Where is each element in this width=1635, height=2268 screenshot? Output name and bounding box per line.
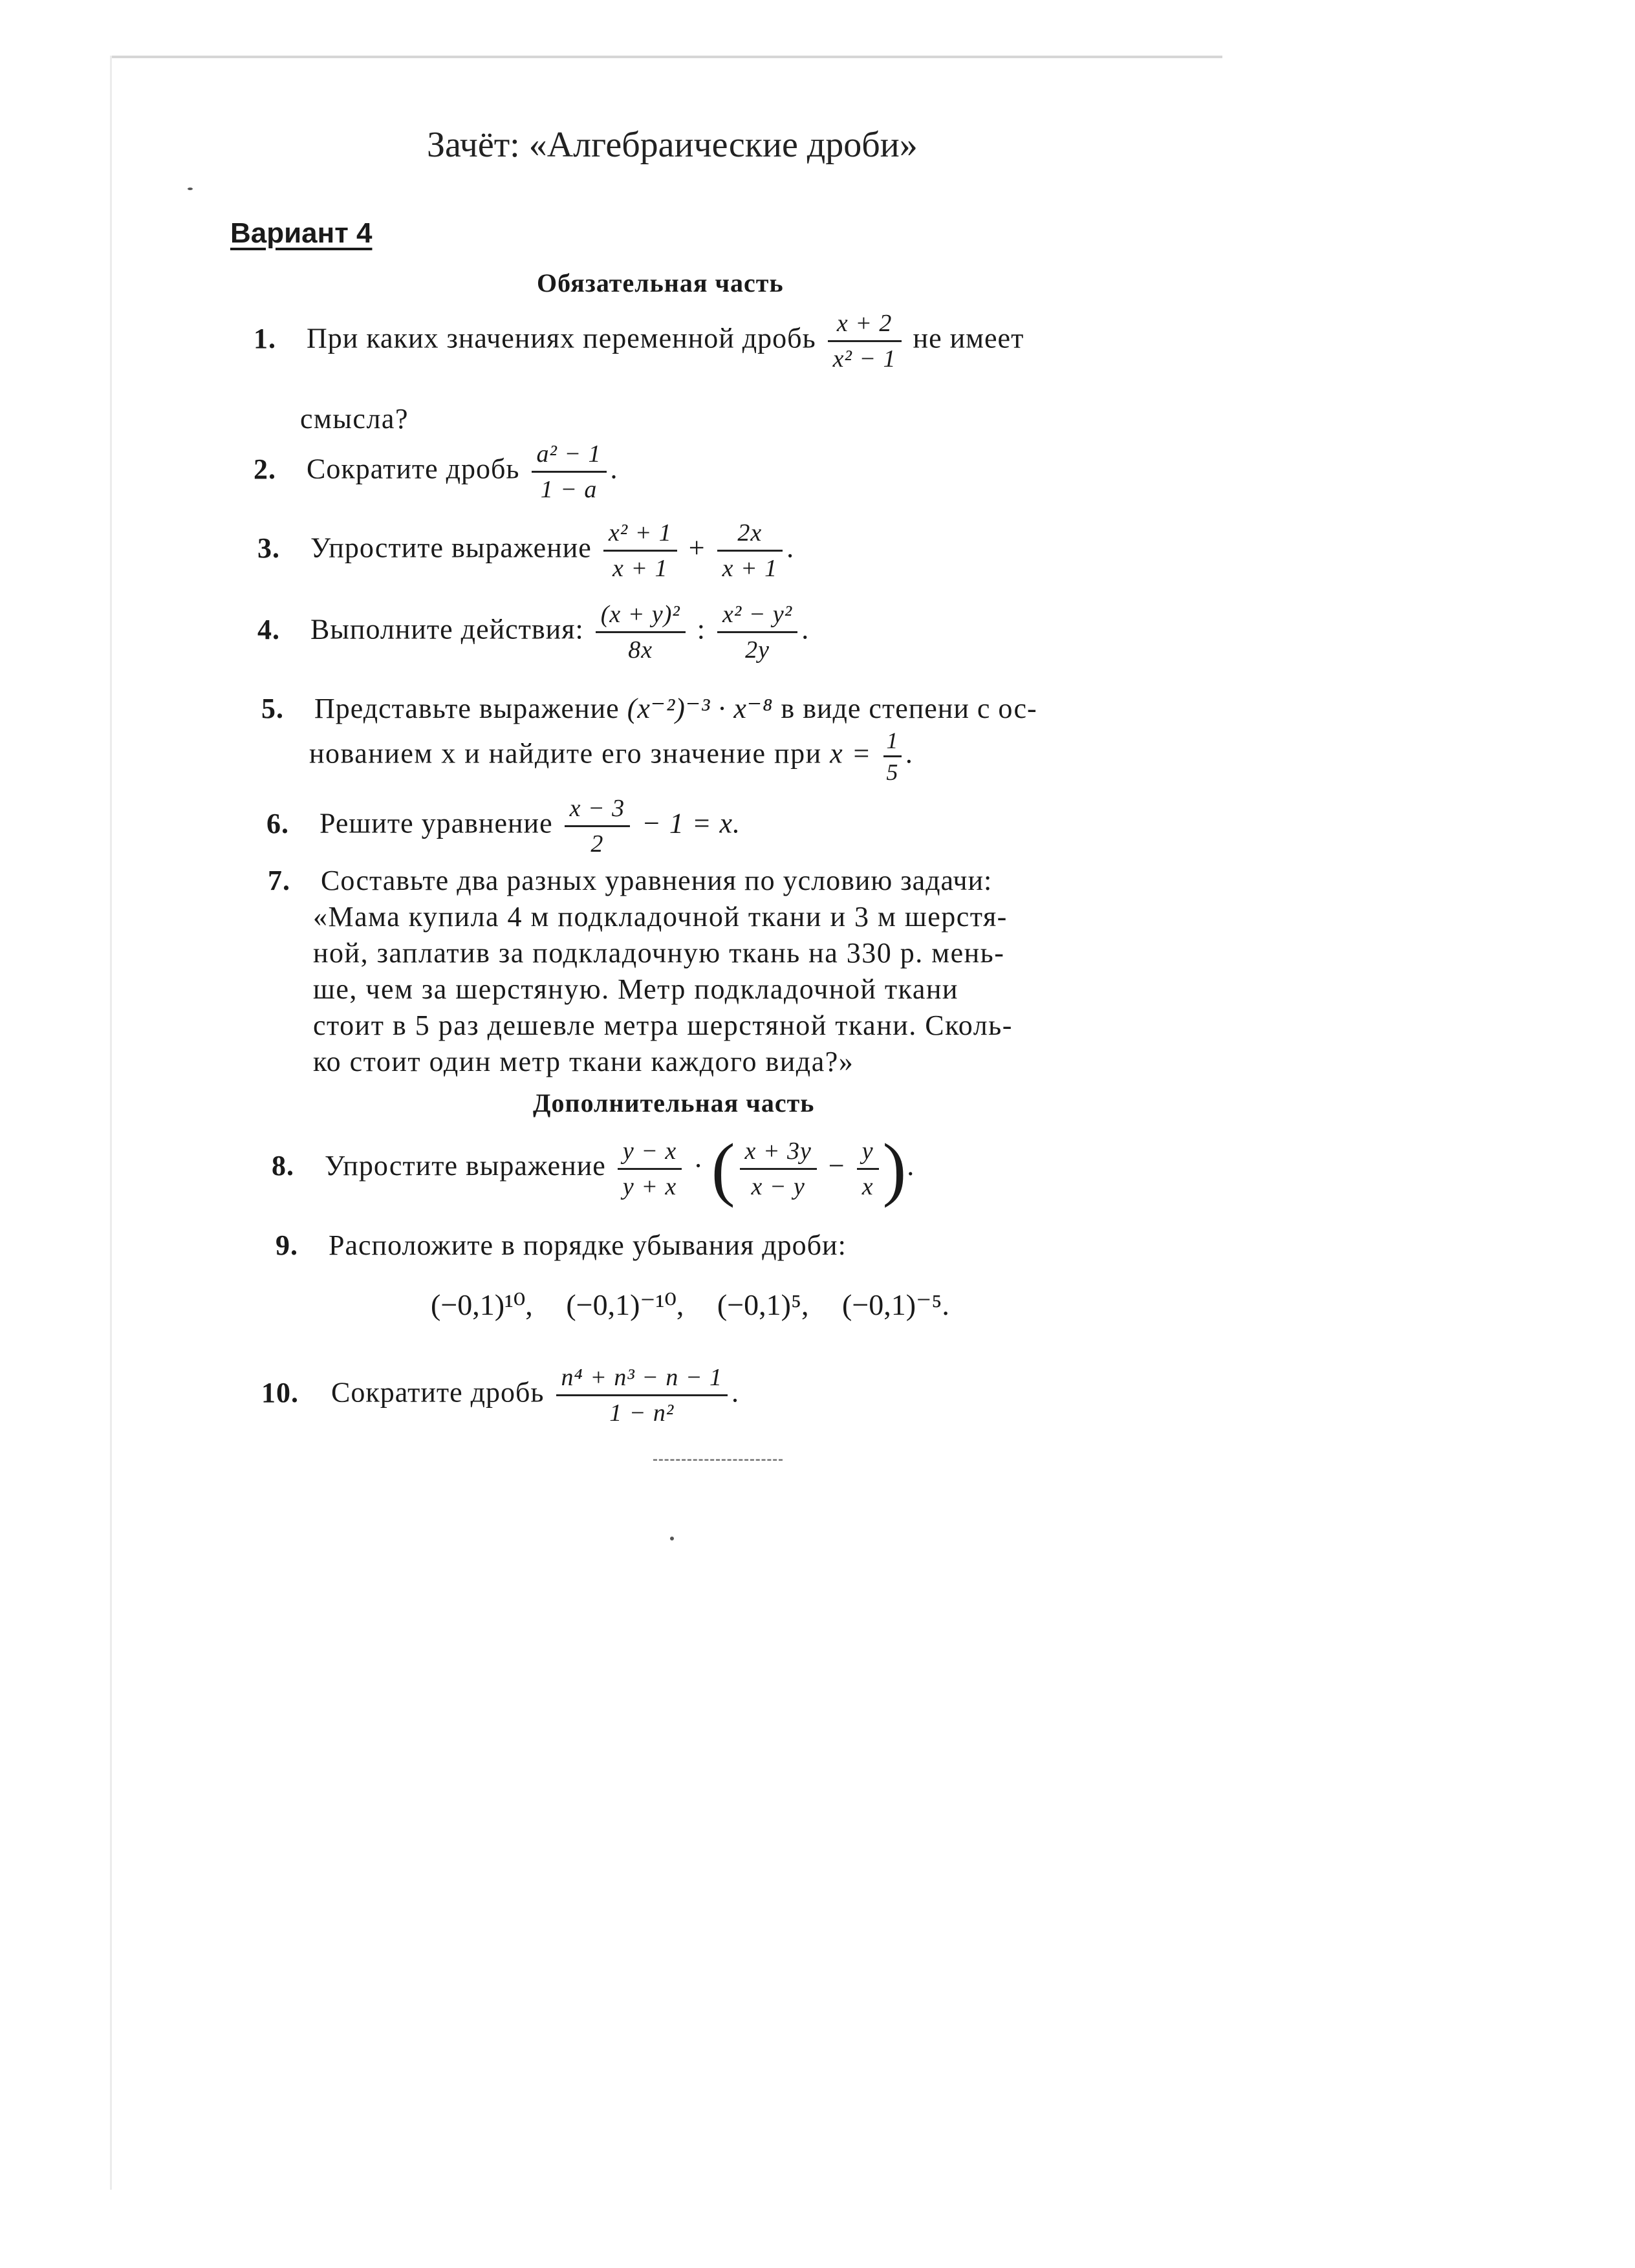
- fraction-denominator: 8x: [628, 636, 653, 664]
- fraction: [740, 1137, 817, 1201]
- task-7-line: «Мама купила 4 м подкладочной ткани и 3 м шерстя-: [313, 901, 1008, 933]
- right-paren: ): [882, 1129, 907, 1208]
- task-text: Представьте выражение: [314, 693, 620, 724]
- punctuation: .: [907, 1150, 915, 1182]
- task-text: не имеет: [913, 322, 1024, 354]
- math-expression: x =: [830, 737, 872, 770]
- operator: −: [828, 1150, 845, 1182]
- task-text: Сократите дробь: [307, 453, 520, 485]
- scan-speck: [188, 188, 193, 190]
- task-number: 6.: [266, 807, 289, 839]
- fraction: [883, 727, 902, 786]
- fraction: [618, 1137, 682, 1201]
- task-number: 7.: [268, 865, 290, 896]
- fraction: [532, 440, 607, 504]
- fraction-numerator: y − x: [618, 1137, 682, 1170]
- fraction: [717, 600, 797, 664]
- task-7: [268, 864, 992, 897]
- task-7-line: ше, чем за шерстяную. Метр подкладочной ткани: [313, 973, 958, 1005]
- power-item: (−0,1)¹⁰,: [431, 1288, 533, 1321]
- punctuation: .: [731, 1376, 740, 1409]
- task-text: Выполните действия:: [310, 613, 584, 645]
- scan-speck: [670, 1537, 674, 1540]
- power-item: (−0,1)⁻⁵.: [842, 1288, 949, 1321]
- math-expression: − 1 = x.: [642, 807, 741, 839]
- punctuation: .: [801, 613, 810, 645]
- fraction: [717, 519, 783, 583]
- operator: :: [697, 613, 706, 645]
- task-9: [276, 1229, 847, 1262]
- fraction-denominator: x + 1: [722, 555, 778, 582]
- fraction: [565, 794, 631, 858]
- fraction-numerator: n⁴ + n³ − n − 1: [556, 1363, 728, 1396]
- fraction-numerator: 2x: [717, 519, 783, 552]
- task-3: [257, 519, 794, 583]
- powers-list: [431, 1287, 975, 1322]
- fraction-numerator: 1: [883, 727, 902, 757]
- page-edge-top: [110, 56, 1222, 58]
- left-paren: (: [711, 1129, 736, 1208]
- task-10: [261, 1363, 739, 1427]
- fraction: [556, 1363, 728, 1427]
- fraction: [603, 519, 677, 583]
- task-number: 3.: [257, 532, 280, 564]
- task-number: 4.: [257, 613, 280, 645]
- fraction-numerator: x + 2: [828, 309, 902, 342]
- math-expression: (x⁻²)⁻³ · x⁻⁸: [627, 693, 774, 724]
- fraction-denominator: 2y: [745, 636, 770, 664]
- task-text: При каких значениях переменной дробь: [307, 322, 816, 354]
- task-7-line: ко стоит один метр ткани каждого вида?»: [313, 1046, 854, 1077]
- punctuation: .: [786, 532, 795, 564]
- task-number: 1.: [254, 322, 276, 354]
- task-text: нованием x и найдите его значение при: [309, 737, 822, 770]
- task-7-line: ной, заплатив за подкладочную ткань на 330 р. мень-: [313, 937, 1005, 969]
- fraction-numerator: a² − 1: [532, 440, 607, 473]
- fraction-numerator: (x + y)²: [596, 600, 686, 633]
- fraction-denominator: 1 − n²: [609, 1399, 675, 1427]
- task-1-continuation: смысла?: [300, 403, 409, 435]
- fraction-denominator: x² − 1: [832, 345, 896, 373]
- task-4: [257, 600, 809, 664]
- fraction-denominator: y + x: [622, 1172, 677, 1200]
- fraction: [857, 1137, 879, 1201]
- task-text: Упростите выражение: [325, 1150, 606, 1182]
- task-2: [254, 440, 618, 504]
- punctuation: .: [905, 737, 914, 770]
- task-text: Составьте два разных уравнения по условию задачи:: [321, 865, 993, 896]
- task-text: Решите уравнение: [319, 807, 553, 839]
- task-1: [254, 309, 1024, 373]
- operator: +: [688, 532, 706, 564]
- fraction-denominator: x: [861, 1172, 874, 1200]
- task-number: 9.: [276, 1229, 298, 1261]
- task-text: Упростите выражение: [310, 532, 592, 564]
- task-number: 10.: [261, 1376, 299, 1409]
- operator: ·: [693, 1150, 704, 1182]
- task-number: 8.: [272, 1150, 294, 1182]
- fraction-numerator: x² − y²: [717, 600, 797, 633]
- fraction-numerator: x + 3y: [740, 1137, 817, 1170]
- fraction-denominator: 2: [590, 830, 604, 858]
- variant-heading: Вариант 4: [230, 217, 373, 249]
- section-additional-heading: Дополнительная часть: [533, 1088, 815, 1118]
- task-text: Сократите дробь: [331, 1376, 545, 1409]
- power-item: (−0,1)⁵,: [717, 1288, 809, 1321]
- task-5-continuation: [309, 727, 913, 786]
- task-number: 5.: [261, 693, 284, 724]
- fraction-denominator: 5: [886, 759, 899, 785]
- task-8: [272, 1129, 915, 1208]
- section-required-heading: Обязательная часть: [537, 268, 784, 297]
- fraction-denominator: x + 1: [612, 555, 668, 582]
- punctuation: .: [610, 453, 618, 485]
- fraction-numerator: x − 3: [565, 794, 631, 827]
- task-number: 2.: [254, 453, 276, 485]
- fraction-numerator: y: [857, 1137, 879, 1170]
- task-7-line: стоит в 5 раз дешевле метра шерстяной ткани. Сколь-: [313, 1010, 1013, 1041]
- task-5: [261, 692, 1037, 725]
- power-item: (−0,1)⁻¹⁰,: [566, 1288, 684, 1321]
- task-text: в виде степени с ос-: [781, 693, 1037, 724]
- end-divider: [653, 1459, 783, 1461]
- fraction-numerator: x² + 1: [603, 519, 677, 552]
- fraction: [596, 600, 686, 664]
- task-6: [266, 794, 741, 858]
- page-edge-left: [110, 56, 112, 2190]
- page-title: Зачёт: «Алгебраические дроби»: [427, 125, 918, 165]
- fraction-denominator: x − y: [751, 1172, 805, 1200]
- fraction-denominator: 1 − a: [540, 476, 598, 503]
- task-text: Расположите в порядке убывания дроби:: [329, 1229, 847, 1261]
- fraction: [828, 309, 902, 373]
